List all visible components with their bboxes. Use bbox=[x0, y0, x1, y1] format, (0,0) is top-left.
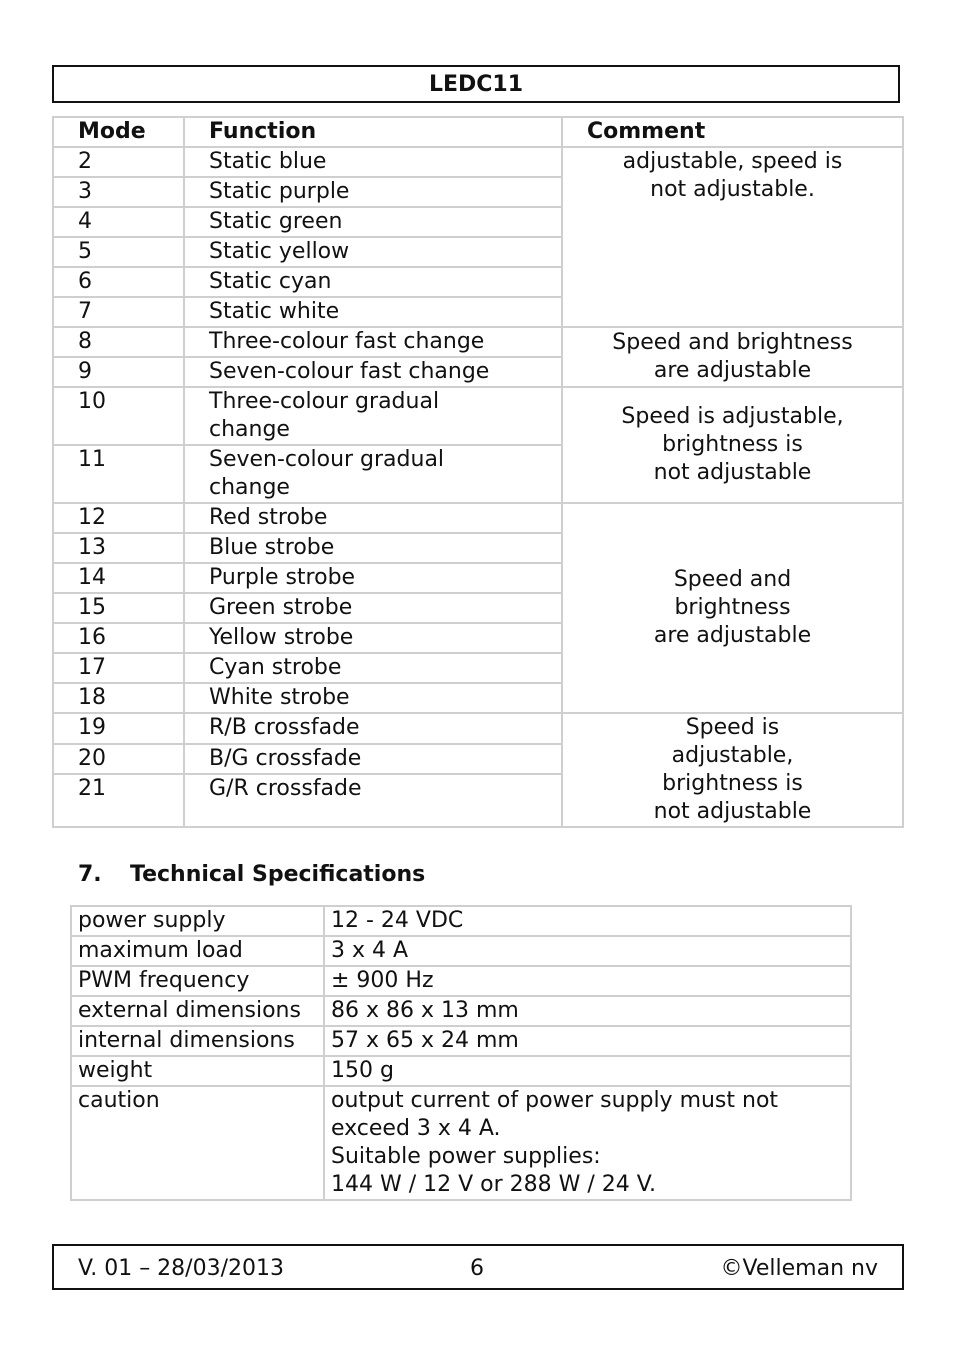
footer-version: V. 01 – 28/03/2013 bbox=[78, 1256, 284, 1281]
table-row bbox=[53, 713, 903, 744]
table-row bbox=[71, 936, 851, 966]
document-header bbox=[52, 65, 900, 103]
comment-cell: Speed is adjustable, brightness is not adjustable bbox=[562, 387, 903, 503]
table-row bbox=[71, 966, 851, 996]
spec-key: maximum load bbox=[71, 936, 324, 966]
function-cell: White strobe bbox=[184, 683, 562, 713]
function-cell: Three-colour fast change bbox=[184, 327, 562, 357]
table-header-row bbox=[53, 117, 903, 147]
table-row bbox=[71, 1056, 851, 1086]
mode-cell: 5 bbox=[53, 237, 184, 267]
function-cell: Three-colour gradual change bbox=[184, 387, 562, 445]
table-row bbox=[53, 147, 903, 177]
function-cell: Static cyan bbox=[184, 267, 562, 297]
mode-cell: 2 bbox=[53, 147, 184, 177]
mode-cell: 16 bbox=[53, 623, 184, 653]
comment-cell: Speed and brightness are adjustable bbox=[562, 503, 903, 713]
mode-cell: 19 bbox=[53, 713, 184, 744]
table-row bbox=[71, 906, 851, 936]
function-cell: B/G crossfade bbox=[184, 744, 562, 775]
mode-cell: 9 bbox=[53, 357, 184, 387]
mode-cell: 18 bbox=[53, 683, 184, 713]
function-cell: R/B crossfade bbox=[184, 713, 562, 744]
column-header-comment: Comment bbox=[562, 117, 903, 147]
function-cell: G/R crossfade bbox=[184, 774, 562, 827]
function-cell: Static purple bbox=[184, 177, 562, 207]
comment-cell: adjustable, speed is not adjustable. bbox=[562, 147, 903, 327]
spec-key: power supply bbox=[71, 906, 324, 936]
spec-key: caution bbox=[71, 1086, 324, 1200]
function-cell: Blue strobe bbox=[184, 533, 562, 563]
spec-key: PWM frequency bbox=[71, 966, 324, 996]
table-row bbox=[71, 1086, 851, 1200]
function-cell: Static blue bbox=[184, 147, 562, 177]
spec-value: output current of power supply must not exceed 3 x 4 A. Suitable power supplies: 144 W / 12 V or 288 W / 24 V. bbox=[324, 1086, 851, 1200]
function-cell: Purple strobe bbox=[184, 563, 562, 593]
column-header-mode: Mode bbox=[53, 117, 184, 147]
spec-value: 86 x 86 x 13 mm bbox=[324, 996, 851, 1026]
spec-value: 150 g bbox=[324, 1056, 851, 1086]
footer-copyright: ©Velleman nv bbox=[720, 1256, 878, 1281]
section-heading bbox=[78, 862, 425, 887]
spec-table bbox=[70, 905, 852, 1201]
table-row bbox=[53, 387, 903, 445]
table-row bbox=[53, 503, 903, 533]
spec-key: external dimensions bbox=[71, 996, 324, 1026]
page-number: 6 bbox=[470, 1256, 484, 1281]
table-row bbox=[71, 1026, 851, 1056]
mode-cell: 10 bbox=[53, 387, 184, 445]
section-number: 7. bbox=[78, 862, 102, 887]
page-footer bbox=[52, 1244, 904, 1290]
table-row bbox=[71, 996, 851, 1026]
spec-value: 12 - 24 VDC bbox=[324, 906, 851, 936]
function-cell: Static yellow bbox=[184, 237, 562, 267]
spec-key: internal dimensions bbox=[71, 1026, 324, 1056]
table-row bbox=[53, 327, 903, 357]
mode-cell: 6 bbox=[53, 267, 184, 297]
mode-cell: 20 bbox=[53, 744, 184, 775]
comment-cell: Speed and brightness are adjustable bbox=[562, 327, 903, 387]
function-cell: Yellow strobe bbox=[184, 623, 562, 653]
mode-cell: 7 bbox=[53, 297, 184, 327]
document-title: LEDC11 bbox=[428, 71, 524, 97]
function-cell: Green strobe bbox=[184, 593, 562, 623]
function-cell: Static white bbox=[184, 297, 562, 327]
mode-cell: 4 bbox=[53, 207, 184, 237]
comment-cell: Speed is adjustable, brightness is not adjustable bbox=[562, 713, 903, 827]
mode-cell: 8 bbox=[53, 327, 184, 357]
column-header-function: Function bbox=[184, 117, 562, 147]
function-cell: Seven-colour gradual change bbox=[184, 445, 562, 503]
mode-cell: 3 bbox=[53, 177, 184, 207]
spec-value: 3 x 4 A bbox=[324, 936, 851, 966]
function-cell: Cyan strobe bbox=[184, 653, 562, 683]
mode-cell: 14 bbox=[53, 563, 184, 593]
function-cell: Static green bbox=[184, 207, 562, 237]
spec-key: weight bbox=[71, 1056, 324, 1086]
spec-value: ± 900 Hz bbox=[324, 966, 851, 996]
mode-cell: 12 bbox=[53, 503, 184, 533]
mode-cell: 11 bbox=[53, 445, 184, 503]
function-cell: Red strobe bbox=[184, 503, 562, 533]
spec-value: 57 x 65 x 24 mm bbox=[324, 1026, 851, 1056]
mode-cell: 15 bbox=[53, 593, 184, 623]
modes-table bbox=[52, 116, 904, 828]
mode-cell: 17 bbox=[53, 653, 184, 683]
mode-cell: 13 bbox=[53, 533, 184, 563]
function-cell: Seven-colour fast change bbox=[184, 357, 562, 387]
mode-cell: 21 bbox=[53, 774, 184, 827]
section-title: Technical Specifications bbox=[130, 862, 426, 887]
